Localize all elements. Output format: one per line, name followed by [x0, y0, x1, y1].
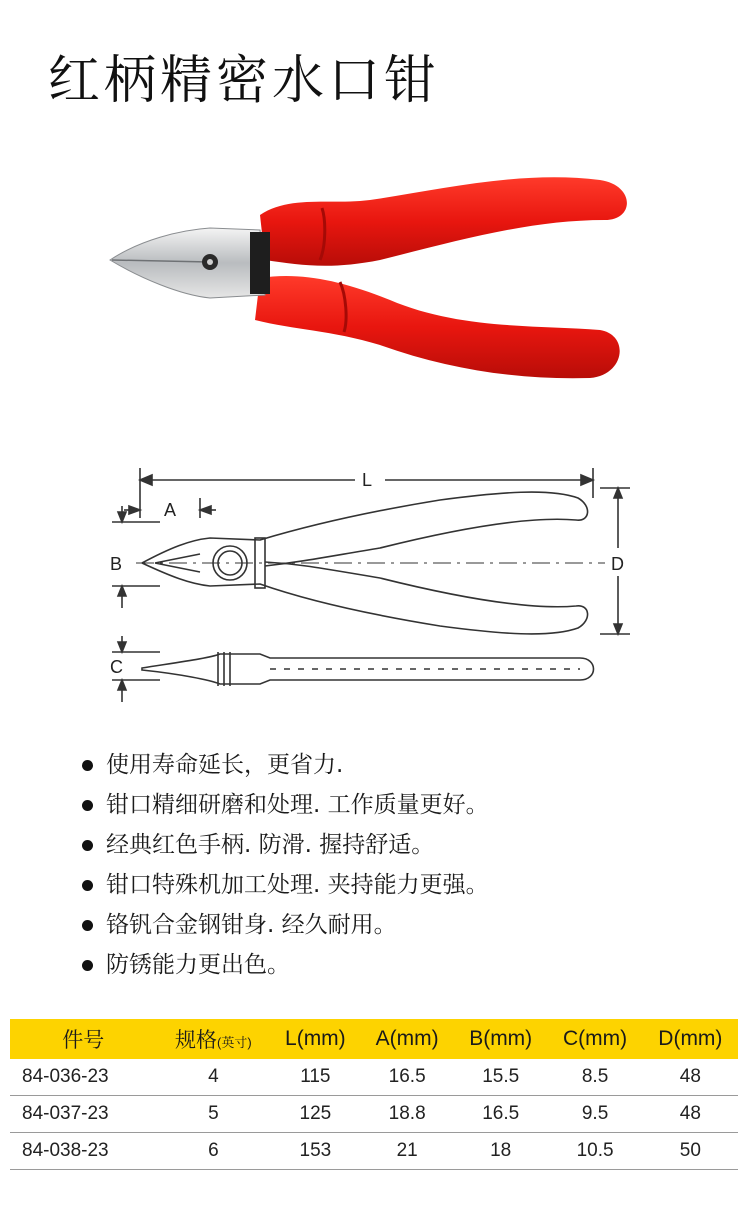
cell-A: 18.8 — [360, 1096, 454, 1133]
cell-size: 5 — [156, 1096, 270, 1133]
header-L: L(mm) — [270, 1019, 360, 1059]
dim-label-A: A — [164, 500, 177, 520]
cell-D: 48 — [643, 1059, 738, 1096]
table-row — [10, 1133, 738, 1170]
cell-D: 50 — [643, 1133, 738, 1170]
cell-part-no: 84-038-23 — [10, 1133, 156, 1170]
header-size — [156, 1019, 270, 1059]
header-size-unit: (英寸) — [217, 1035, 252, 1050]
table-row — [10, 1096, 738, 1133]
cell-A: 21 — [360, 1133, 454, 1170]
cell-L: 153 — [270, 1133, 360, 1170]
dim-label-D: D — [611, 554, 624, 574]
header-size-label: 规格 — [175, 1029, 218, 1052]
feature-item: 经典红色手柄. 防滑. 握持舒适。 — [80, 825, 489, 865]
cell-size: 4 — [156, 1059, 270, 1096]
pliers-photo — [100, 160, 640, 400]
spec-table — [10, 1019, 738, 1170]
dimension-drawing — [100, 458, 640, 718]
feature-item: 使用寿命延长，更省力. — [80, 745, 489, 785]
header-D: D(mm) — [643, 1019, 738, 1059]
feature-item: 铬钒合金钢钳身. 经久耐用。 — [80, 905, 489, 945]
page-title: 红柄精密水口钳 — [48, 51, 441, 111]
feature-item: 钳口精细研磨和处理. 工作质量更好。 — [80, 785, 489, 825]
cell-B: 16.5 — [454, 1096, 548, 1133]
cell-L: 125 — [270, 1096, 360, 1133]
cell-B: 15.5 — [454, 1059, 548, 1096]
cell-L: 115 — [270, 1059, 360, 1096]
feature-item: 钳口特殊机加工处理. 夹持能力更强。 — [80, 865, 489, 905]
cell-size: 6 — [156, 1133, 270, 1170]
table-header-row — [10, 1019, 738, 1059]
header-B: B(mm) — [454, 1019, 548, 1059]
header-A: A(mm) — [360, 1019, 454, 1059]
dim-label-B: B — [110, 554, 123, 574]
cell-A: 16.5 — [360, 1059, 454, 1096]
cell-part-no: 84-037-23 — [10, 1096, 156, 1133]
cell-part-no: 84-036-23 — [10, 1059, 156, 1096]
cell-D: 48 — [643, 1096, 738, 1133]
dim-label-C: C — [110, 657, 123, 677]
dim-label-L: L — [362, 470, 373, 490]
cell-B: 18 — [454, 1133, 548, 1170]
table-row — [10, 1059, 738, 1096]
header-part-no: 件号 — [10, 1019, 156, 1059]
feature-list — [80, 745, 489, 985]
feature-item: 防锈能力更出色。 — [80, 945, 489, 985]
cell-C: 9.5 — [547, 1096, 642, 1133]
cell-C: 10.5 — [547, 1133, 642, 1170]
header-C: C(mm) — [547, 1019, 642, 1059]
cell-C: 8.5 — [547, 1059, 642, 1096]
